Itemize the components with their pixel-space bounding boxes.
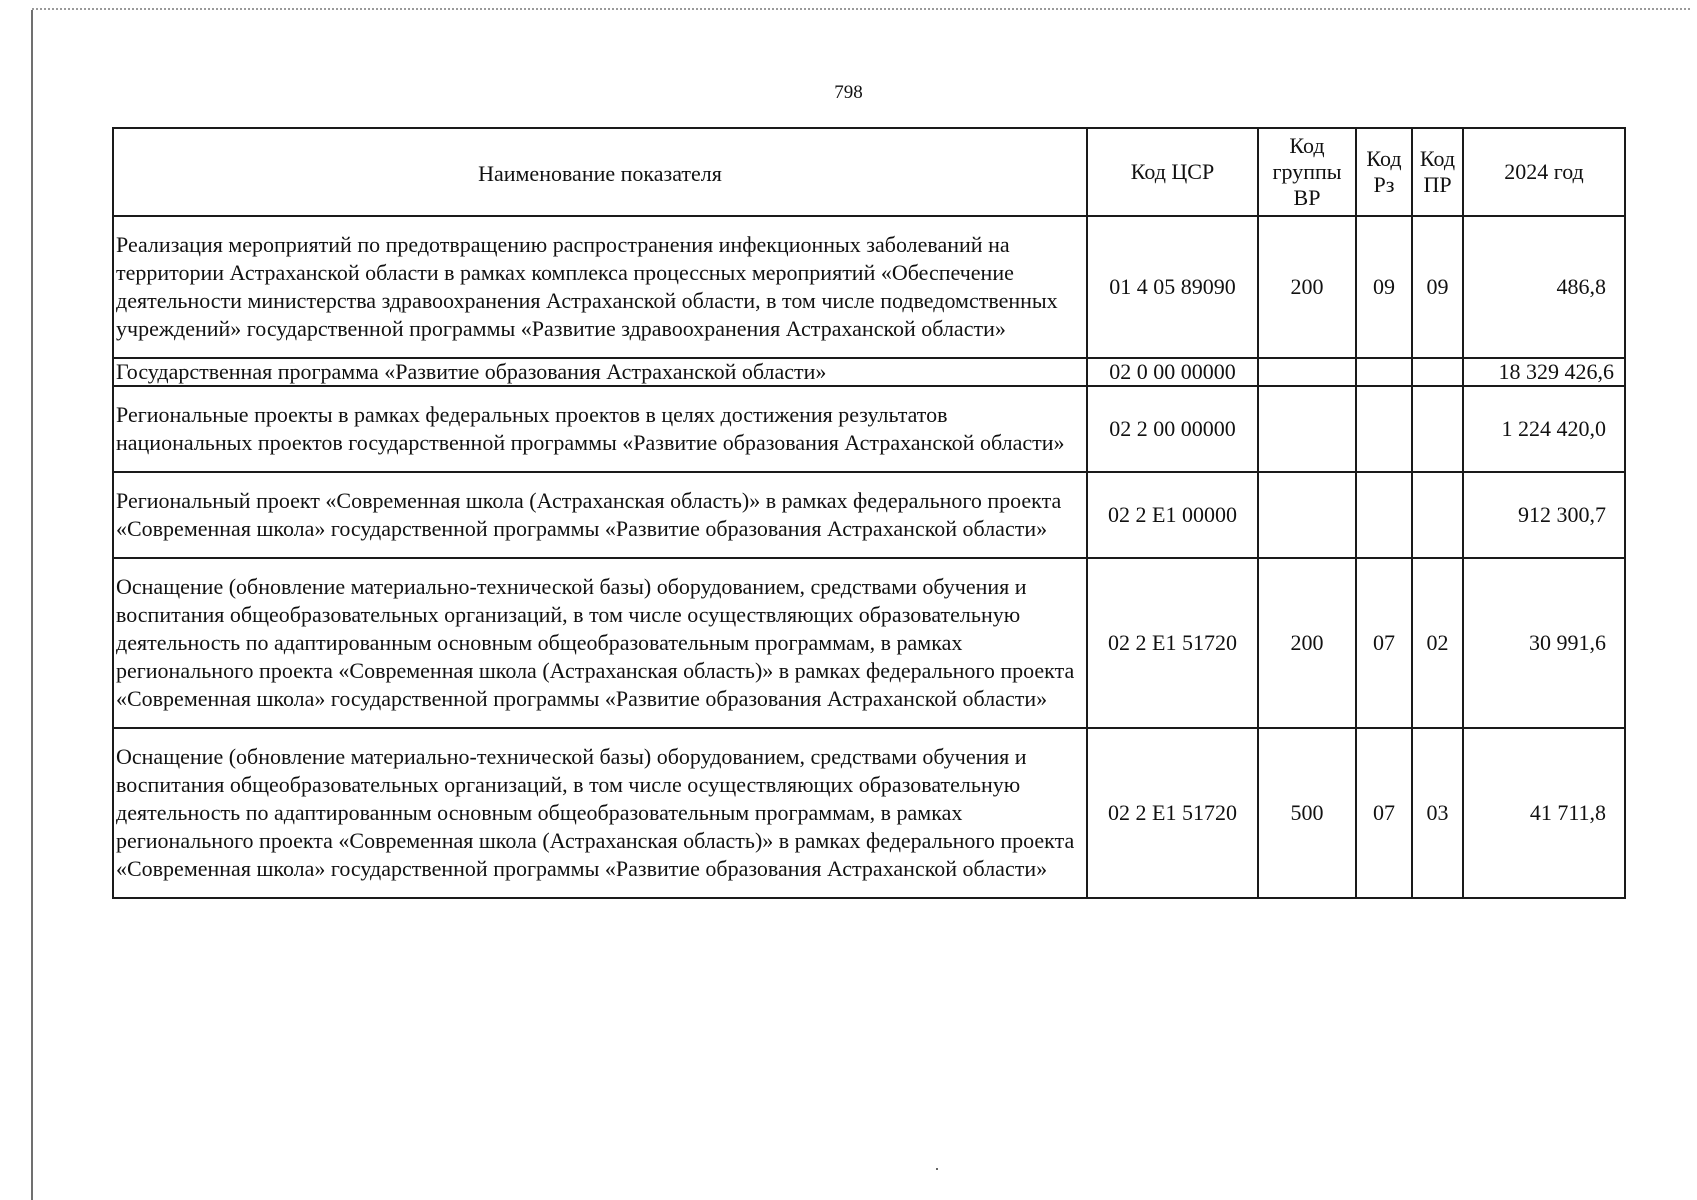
cell-vr: 500 <box>1258 728 1356 898</box>
cell-csr: 02 0 00 00000 <box>1087 358 1258 386</box>
header-pr <box>1412 128 1463 216</box>
header-vr <box>1258 128 1356 216</box>
cell-name: Государственная программа «Развитие образования Астраханской области» <box>113 358 1087 386</box>
cell-name: Оснащение (обновление материально-технической базы) оборудованием, средствами обучения и воспитания общеобразовательных организаций, в том числе осуществляющих образовательную деятельность по адаптированным основным общеобразовательным программам, в рамках регионального проекта «Современная школа (Астраханская область)» в рамках федерального проекта «Современная школа» государственной программы «Развитие образования Астраханской области» <box>113 558 1087 728</box>
header-rz-line2: Рз <box>1373 172 1395 197</box>
header-rz <box>1356 128 1412 216</box>
scan-border-top <box>32 8 1690 10</box>
cell-pr: 03 <box>1412 728 1463 898</box>
header-year: 2024 год <box>1463 128 1625 216</box>
cell-pr <box>1412 358 1463 386</box>
cell-vr <box>1258 472 1356 558</box>
cell-amount: 18 329 426,6 <box>1463 358 1625 386</box>
cell-amount: 1 224 420,0 <box>1463 386 1625 472</box>
cell-csr: 01 4 05 89090 <box>1087 216 1258 358</box>
cell-amount: 912 300,7 <box>1463 472 1625 558</box>
cell-pr <box>1412 386 1463 472</box>
header-pr-line2: ПР <box>1423 172 1452 197</box>
header-vr-line3: ВР <box>1293 185 1321 210</box>
budget-table <box>112 127 1626 899</box>
header-csr: Код ЦСР <box>1087 128 1258 216</box>
table-row <box>113 386 1625 472</box>
header-vr-line1: Код <box>1289 133 1325 158</box>
table-row <box>113 558 1625 728</box>
header-rz-line1: Код <box>1366 146 1402 171</box>
cell-csr: 02 2 E1 51720 <box>1087 728 1258 898</box>
cell-amount: 30 991,6 <box>1463 558 1625 728</box>
table-body <box>113 216 1625 898</box>
cell-vr: 200 <box>1258 558 1356 728</box>
cell-csr: 02 2 E1 51720 <box>1087 558 1258 728</box>
cell-vr <box>1258 386 1356 472</box>
cell-rz <box>1356 386 1412 472</box>
table-row <box>113 472 1625 558</box>
scan-speck <box>936 1168 938 1170</box>
cell-rz: 09 <box>1356 216 1412 358</box>
cell-vr <box>1258 358 1356 386</box>
cell-amount: 41 711,8 <box>1463 728 1625 898</box>
header-row <box>113 128 1625 216</box>
table-row <box>113 728 1625 898</box>
cell-pr: 09 <box>1412 216 1463 358</box>
cell-name: Региональные проекты в рамках федеральных проектов в целях достижения результатов национальных проектов государственной программы «Развитие образования Астраханской области» <box>113 386 1087 472</box>
table-header <box>113 128 1625 216</box>
header-name: Наименование показателя <box>113 128 1087 216</box>
cell-name: Региональный проект «Современная школа (Астраханская область)» в рамках федерального проекта «Современная школа» государственной программы «Развитие образования Астраханской области» <box>113 472 1087 558</box>
cell-amount: 486,8 <box>1463 216 1625 358</box>
header-pr-line1: Код <box>1419 146 1456 171</box>
scan-border-left <box>31 10 33 1200</box>
page-number: 798 <box>834 82 863 103</box>
cell-csr: 02 2 00 00000 <box>1087 386 1258 472</box>
cell-csr: 02 2 E1 00000 <box>1087 472 1258 558</box>
cell-pr: 02 <box>1412 558 1463 728</box>
cell-name: Оснащение (обновление материально-технической базы) оборудованием, средствами обучения и воспитания общеобразовательных организаций, в том числе осуществляющих образовательную деятельность по адаптированным основным общеобразовательным программам, в рамках регионального проекта «Современная школа (Астраханская область)» в рамках федерального проекта «Современная школа» государственной программы «Развитие образования Астраханской области» <box>113 728 1087 898</box>
header-vr-line2: группы <box>1272 159 1342 184</box>
cell-pr <box>1412 472 1463 558</box>
table-row <box>113 216 1625 358</box>
cell-name: Реализация мероприятий по предотвращению распространения инфекционных заболеваний на территории Астраханской области в рамках комплекса процессных мероприятий «Обеспечение деятельности министерства здравоохранения Астраханской области, в том числе подведомственных учреждений» государственной программы «Развитие здравоохранения Астраханской области» <box>113 216 1087 358</box>
cell-rz: 07 <box>1356 558 1412 728</box>
cell-vr: 200 <box>1258 216 1356 358</box>
table-row <box>113 358 1625 386</box>
cell-rz: 07 <box>1356 728 1412 898</box>
cell-rz <box>1356 358 1412 386</box>
cell-rz <box>1356 472 1412 558</box>
